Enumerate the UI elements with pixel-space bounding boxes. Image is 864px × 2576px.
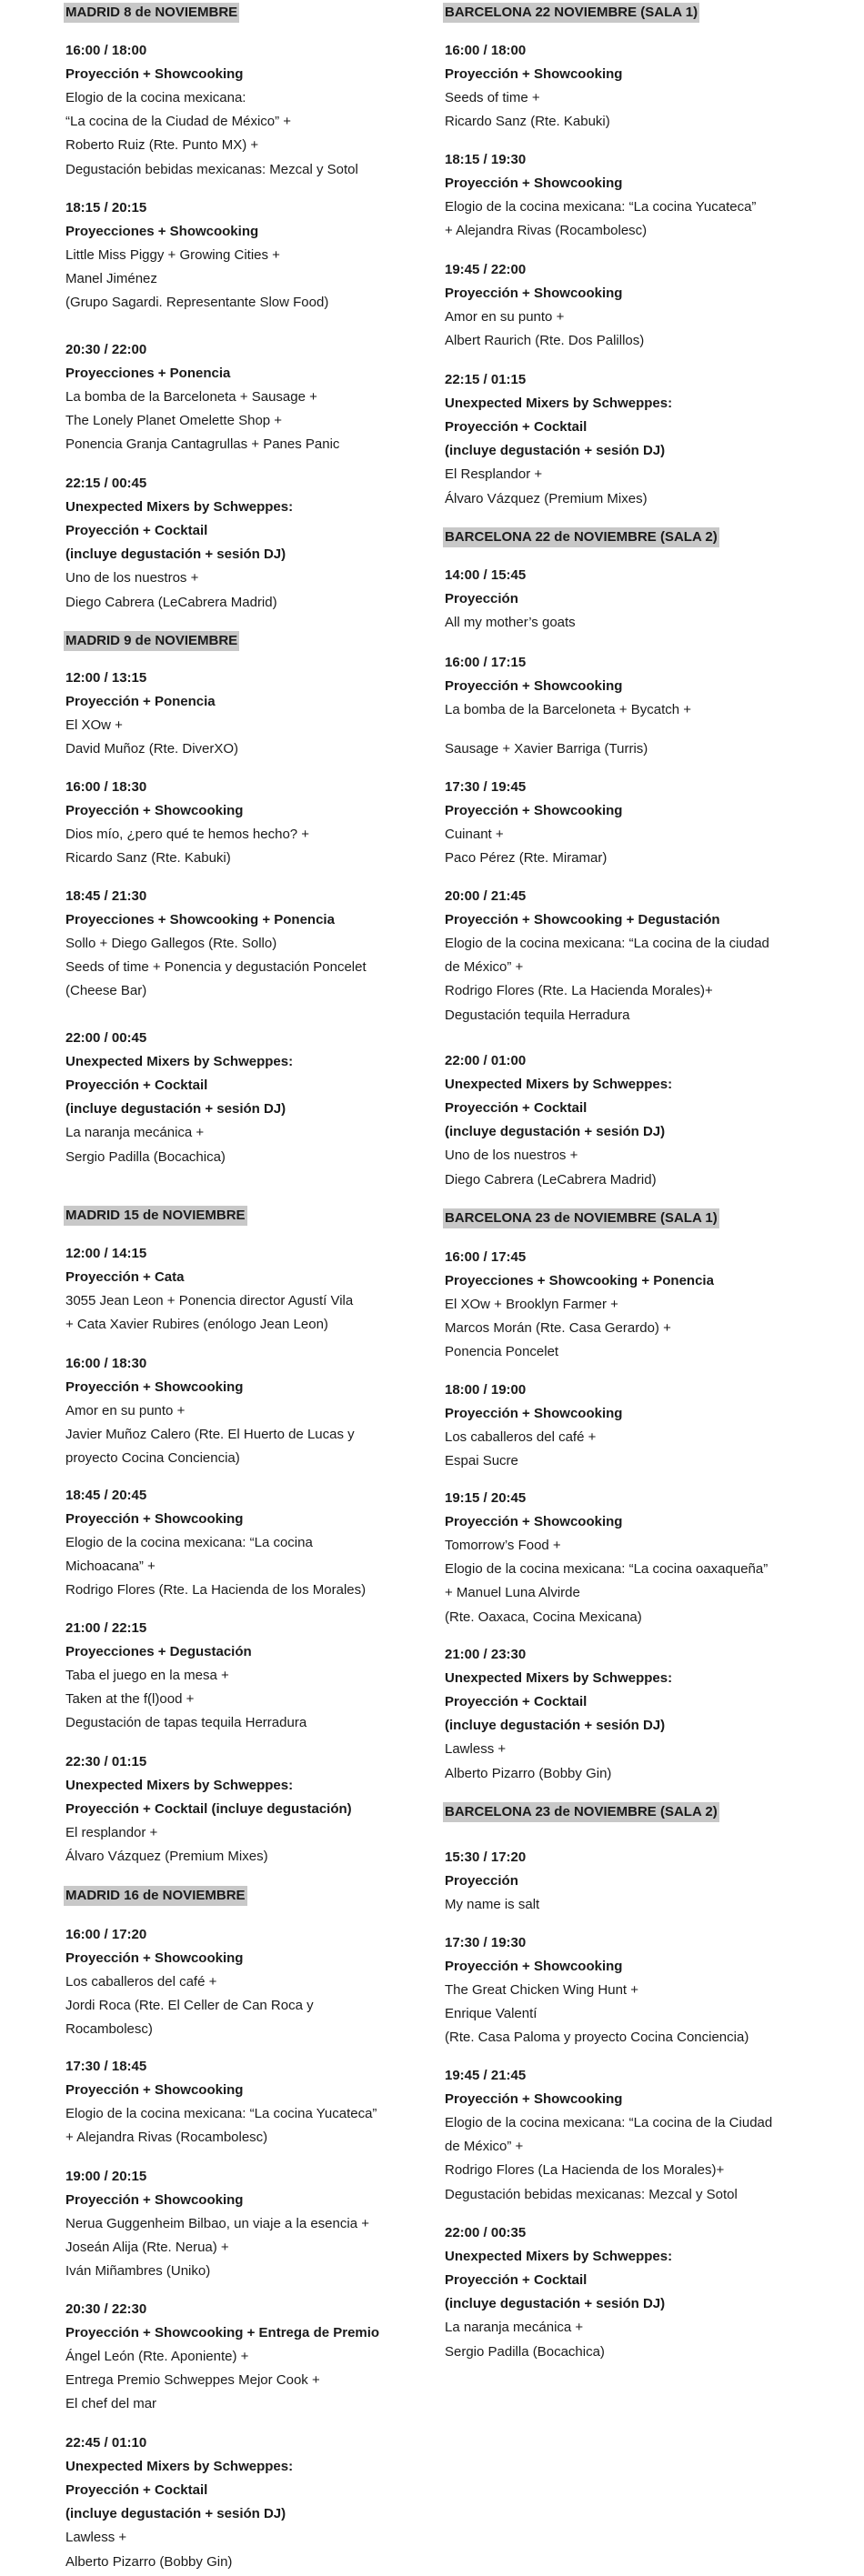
event-title: Proyección + Showcooking + Entrega de Premio <box>65 2325 380 2341</box>
event-time: 22:45 / 01:10 <box>65 2435 147 2451</box>
event-description: Los caballeros del café + <box>65 1974 217 1990</box>
event-description: + Cata Xavier Rubires (enólogo Jean Leon) <box>65 1317 328 1333</box>
section-header: MADRID 15 de NOVIEMBRE <box>64 1206 247 1226</box>
event-time: 22:00 / 00:45 <box>65 1030 147 1046</box>
event-title: (incluye degustación + sesión DJ) <box>65 2506 286 2522</box>
event-time: 18:15 / 20:15 <box>65 200 147 216</box>
event-description: Dios mío, ¿pero qué te hemos hecho? + <box>65 827 310 843</box>
event-description: Alberto Pizarro (Bobby Gin) <box>65 2553 233 2570</box>
event-description: Manel Jiménez <box>65 271 157 287</box>
event-description: Rodrigo Flores (Rte. La Hacienda Morales)+ <box>445 983 713 999</box>
event-description: Tomorrow’s Food + <box>445 1538 561 1554</box>
event-description: El resplandor + <box>65 1825 158 1841</box>
event-title: Proyección + Showcooking <box>445 1514 623 1530</box>
event-title: (incluye degustación + sesión DJ) <box>65 1101 286 1118</box>
event-description: Álvaro Vázquez (Premium Mixes) <box>65 1849 268 1865</box>
event-time: 16:00 / 18:00 <box>445 43 527 58</box>
event-title: Proyección <box>445 591 518 607</box>
event-description: Cuinant + <box>445 827 504 843</box>
event-description: Marcos Morán (Rte. Casa Gerardo) + <box>445 1320 671 1337</box>
event-time: 17:30 / 19:45 <box>445 779 527 795</box>
event-description: El chef del mar <box>65 2396 157 2412</box>
event-description: Javier Muñoz Calero (Rte. El Huerto de Lucas y <box>65 1427 355 1443</box>
event-description: Elogio de la cocina mexicana: <box>65 90 246 106</box>
event-title: (incluye degustación + sesión DJ) <box>445 2296 666 2312</box>
event-description: (Rte. Casa Paloma y proyecto Cocina Conciencia) <box>445 2030 749 2046</box>
event-description: Sollo + Diego Gallegos (Rte. Sollo) <box>65 936 277 952</box>
event-title: Proyección + Cocktail (incluye degustación) <box>65 1801 352 1818</box>
event-title: Proyección + Showcooking <box>445 1959 623 1975</box>
event-time: 21:00 / 23:30 <box>445 1647 527 1662</box>
event-time: 17:30 / 18:45 <box>65 2059 147 2074</box>
event-title: Proyección + Showcooking <box>65 1950 244 1967</box>
event-time: 19:15 / 20:45 <box>445 1490 527 1506</box>
event-description: proyecto Cocina Conciencia) <box>65 1450 240 1467</box>
section-header: MADRID 9 de NOVIEMBRE <box>64 631 239 651</box>
event-title: Proyección + Showcooking <box>65 803 244 819</box>
event-description: David Muñoz (Rte. DiverXO) <box>65 741 239 757</box>
event-description: La bomba de la Barceloneta + Bycatch + <box>445 702 692 718</box>
event-time: 18:15 / 19:30 <box>445 152 527 167</box>
event-description: The Lonely Planet Omelette Shop + <box>65 413 283 429</box>
section-header: BARCELONA 23 de NOVIEMBRE (SALA 2) <box>443 1802 719 1822</box>
event-description: El XOw + <box>65 717 123 734</box>
event-description: (Cheese Bar) <box>65 983 147 999</box>
event-description: de México” + <box>445 2139 524 2155</box>
event-title: Proyección <box>445 1873 518 1889</box>
event-description: Degustación de tapas tequila Herradura <box>65 1715 307 1731</box>
event-description: Alberto Pizarro (Bobby Gin) <box>445 1765 612 1781</box>
event-title: Proyección + Ponencia <box>65 694 216 710</box>
event-description: 3055 Jean Leon + Ponencia director Agustí Vila <box>65 1293 354 1309</box>
event-time: 22:00 / 00:35 <box>445 2225 527 2240</box>
event-description: Seeds of time + <box>445 90 540 106</box>
event-description: + Alejandra Rivas (Rocambolesc) <box>445 223 648 239</box>
event-description: The Great Chicken Wing Hunt + <box>445 1982 639 1999</box>
event-title: Proyección + Cocktail <box>65 1078 208 1094</box>
section-header: BARCELONA 22 NOVIEMBRE (SALA 1) <box>443 3 699 23</box>
event-title: Proyección + Showcooking <box>445 66 623 83</box>
event-title: Unexpected Mixers by Schweppes: <box>445 2249 673 2265</box>
event-description: de México” + <box>445 959 524 976</box>
event-title: Proyección + Showcooking <box>65 1511 244 1528</box>
event-title: Proyección + Showcooking <box>445 803 623 819</box>
event-time: 19:45 / 21:45 <box>445 2068 527 2083</box>
event-description: Jordi Roca (Rte. El Celler de Can Roca y <box>65 1998 314 2014</box>
event-title: (incluye degustación + sesión DJ) <box>445 1124 666 1140</box>
event-description: El Resplandor + <box>445 466 543 483</box>
event-description: My name is salt <box>445 1897 540 1913</box>
event-description: Michoacana” + <box>65 1559 156 1575</box>
event-description: Rodrigo Flores (La Hacienda de los Morales)+ <box>445 2162 725 2179</box>
barcelona-schedule-column <box>445 0 859 2576</box>
event-description: Roberto Ruiz (Rte. Punto MX) + <box>65 137 259 154</box>
event-description: (Rte. Oaxaca, Cocina Mexicana) <box>445 1609 642 1625</box>
event-description: Álvaro Vázquez (Premium Mixes) <box>445 490 648 506</box>
event-time: 16:00 / 18:30 <box>65 779 147 795</box>
event-description: Seeds of time + Ponencia y degustación Poncelet <box>65 959 367 976</box>
event-time: 16:00 / 17:15 <box>445 655 527 670</box>
event-description: Diego Cabrera (LeCabrera Madrid) <box>65 594 277 610</box>
event-title: Proyección + Cocktail <box>445 419 588 436</box>
event-description: Iván Miñambres (Uniko) <box>65 2263 211 2280</box>
event-title: Proyección + Cocktail <box>445 2272 588 2289</box>
event-description: Degustación tequila Herradura <box>445 1007 630 1023</box>
event-time: 22:00 / 01:00 <box>445 1053 527 1068</box>
event-time: 22:15 / 00:45 <box>65 476 147 491</box>
event-time: 19:00 / 20:15 <box>65 2169 147 2184</box>
event-title: Proyección + Showcooking <box>65 2192 244 2209</box>
event-description: La bomba de la Barceloneta + Sausage + <box>65 389 317 406</box>
event-description: Enrique Valentí <box>445 2006 537 2022</box>
event-title: Unexpected Mixers by Schweppes: <box>445 1077 673 1093</box>
event-title: Proyección + Cata <box>65 1269 185 1286</box>
event-description: Taken at the f(l)ood + <box>65 1691 195 1708</box>
event-time: 12:00 / 13:15 <box>65 670 147 686</box>
event-title: Proyecciones + Ponencia <box>65 366 231 382</box>
event-title: Unexpected Mixers by Schweppes: <box>445 1670 673 1687</box>
section-header: MADRID 8 de NOVIEMBRE <box>64 3 239 23</box>
event-title: Proyección + Showcooking <box>445 2091 623 2108</box>
event-description: Elogio de la cocina mexicana: “La cocina de la ciudad <box>445 936 769 952</box>
event-title: Proyecciones + Degustación <box>65 1644 252 1660</box>
event-time: 22:15 / 01:15 <box>445 372 527 387</box>
event-description: Elogio de la cocina mexicana: “La cocina Yucateca” <box>65 2106 377 2122</box>
event-time: 21:00 / 22:15 <box>65 1620 147 1636</box>
event-time: 14:00 / 15:45 <box>445 567 527 583</box>
event-title: Unexpected Mixers by Schweppes: <box>445 396 673 412</box>
event-description: Ponencia Granja Cantagrullas + Panes Panic <box>65 436 340 453</box>
event-time: 16:00 / 17:20 <box>65 1927 147 1942</box>
event-time: 16:00 / 17:45 <box>445 1249 527 1265</box>
event-description: + Manuel Luna Alvirde <box>445 1585 580 1601</box>
event-time: 22:30 / 01:15 <box>65 1754 147 1769</box>
event-description: Amor en su punto + <box>445 309 565 326</box>
event-description: (Grupo Sagardi. Representante Slow Food) <box>65 295 329 311</box>
event-title: (incluye degustación + sesión DJ) <box>445 443 666 459</box>
event-title: Proyección + Showcooking <box>445 286 623 302</box>
section-header: BARCELONA 22 de NOVIEMBRE (SALA 2) <box>443 527 719 547</box>
event-description: Degustación bebidas mexicanas: Mezcal y Sotol <box>445 2186 738 2202</box>
event-description: Lawless + <box>65 2530 127 2546</box>
event-time: 20:30 / 22:00 <box>65 342 147 357</box>
section-header: BARCELONA 23 de NOVIEMBRE (SALA 1) <box>443 1208 719 1228</box>
event-title: Proyección + Showcooking <box>65 2082 244 2099</box>
event-description: Uno de los nuestros + <box>65 570 199 586</box>
event-title: Unexpected Mixers by Schweppes: <box>65 1054 294 1070</box>
event-title: Proyecciones + Showcooking + Ponencia <box>65 912 335 928</box>
event-title: Proyección + Cocktail <box>65 2482 208 2499</box>
event-description: + Alejandra Rivas (Rocambolesc) <box>65 2130 268 2146</box>
event-description: Elogio de la cocina mexicana: “La cocina Yucateca” <box>445 199 757 216</box>
event-description: All my mother’s goats <box>445 615 576 631</box>
event-title: Proyección + Cocktail <box>445 1100 588 1117</box>
event-description: Ángel León (Rte. Aponiente) + <box>65 2349 249 2365</box>
event-title: Proyecciones + Showcooking + Ponencia <box>445 1273 714 1289</box>
event-title: (incluye degustación + sesión DJ) <box>65 546 286 563</box>
event-time: 18:45 / 21:30 <box>65 888 147 904</box>
event-description: Little Miss Piggy + Growing Cities + <box>65 247 280 264</box>
event-description: Entrega Premio Schweppes Mejor Cook + <box>65 2372 320 2389</box>
event-time: 18:45 / 20:45 <box>65 1488 147 1503</box>
event-time: 16:00 / 18:30 <box>65 1356 147 1371</box>
event-title: Proyección + Showcooking <box>445 175 623 192</box>
event-title: Proyección + Showcooking <box>65 1379 244 1396</box>
event-description: “La cocina de la Ciudad de México” + <box>65 114 292 130</box>
event-description: El XOw + Brooklyn Farmer + <box>445 1297 618 1313</box>
event-description: Paco Pérez (Rte. Miramar) <box>445 850 608 867</box>
event-description: Ricardo Sanz (Rte. Kabuki) <box>445 114 610 130</box>
event-description: Lawless + <box>445 1741 507 1758</box>
event-description: Rodrigo Flores (Rte. La Hacienda de los Morales) <box>65 1582 367 1599</box>
event-description: Ricardo Sanz (Rte. Kabuki) <box>65 850 231 867</box>
event-description: Uno de los nuestros + <box>445 1148 578 1164</box>
event-description: Taba el juego en la mesa + <box>65 1668 229 1684</box>
event-title: Proyección + Cocktail <box>65 523 208 539</box>
event-description: Nerua Guggenheim Bilbao, un viaje a la esencia + <box>65 2216 369 2232</box>
event-description: Elogio de la cocina mexicana: “La cocina oaxaqueña” <box>445 1561 769 1578</box>
event-description: Sergio Padilla (Bocachica) <box>445 2343 605 2360</box>
event-description: Los caballeros del café + <box>445 1429 597 1446</box>
event-title: Proyección + Cocktail <box>445 1694 588 1710</box>
event-description: Joseán Alija (Rte. Nerua) + <box>65 2240 229 2256</box>
event-description: Rocambolesc) <box>65 2021 153 2038</box>
event-description: La naranja mecánica + <box>65 1125 205 1141</box>
event-time: 19:45 / 22:00 <box>445 262 527 277</box>
event-title: Unexpected Mixers by Schweppes: <box>65 2459 294 2475</box>
event-time: 17:30 / 19:30 <box>445 1935 527 1950</box>
event-description: Espai Sucre <box>445 1453 518 1469</box>
event-description: Sergio Padilla (Bocachica) <box>65 1148 226 1165</box>
event-description: Elogio de la cocina mexicana: “La cocina <box>65 1535 313 1551</box>
event-title: Proyecciones + Showcooking <box>65 224 259 240</box>
event-title: Proyección + Showcooking + Degustación <box>445 912 720 928</box>
event-description: Degustación bebidas mexicanas: Mezcal y Sotol <box>65 161 358 177</box>
event-description: Elogio de la cocina mexicana: “La cocina de la Ciudad <box>445 2115 773 2131</box>
event-time: 15:30 / 17:20 <box>445 1849 527 1865</box>
event-title: Proyección + Showcooking <box>445 678 623 695</box>
event-title: Unexpected Mixers by Schweppes: <box>65 499 294 516</box>
event-description: Sausage + Xavier Barriga (Turris) <box>445 741 648 757</box>
event-time: 16:00 / 18:00 <box>65 43 147 58</box>
madrid-schedule-column <box>65 0 479 2576</box>
event-description: La naranja mecánica + <box>445 2320 584 2336</box>
event-description: Diego Cabrera (LeCabrera Madrid) <box>445 1171 657 1188</box>
section-header: MADRID 16 de NOVIEMBRE <box>64 1886 247 1906</box>
event-title: Proyección + Showcooking <box>445 1406 623 1422</box>
event-time: 18:00 / 19:00 <box>445 1382 527 1398</box>
event-title: Proyección + Showcooking <box>65 66 244 83</box>
event-time: 20:30 / 22:30 <box>65 2301 147 2317</box>
event-description: Albert Raurich (Rte. Dos Palillos) <box>445 333 645 349</box>
event-title: (incluye degustación + sesión DJ) <box>445 1718 666 1734</box>
event-time: 12:00 / 14:15 <box>65 1246 147 1261</box>
event-description: Ponencia Poncelet <box>445 1344 559 1360</box>
event-time: 20:00 / 21:45 <box>445 888 527 904</box>
event-description: Amor en su punto + <box>65 1403 186 1419</box>
event-title: Unexpected Mixers by Schweppes: <box>65 1778 294 1794</box>
